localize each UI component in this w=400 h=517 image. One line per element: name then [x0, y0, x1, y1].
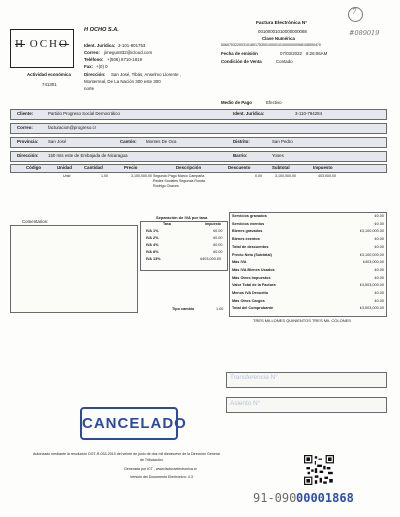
- barrio-label: Barrio:: [233, 153, 248, 158]
- exchange-value: 1.00: [216, 307, 224, 311]
- iva-rate-value: ¢403,000.00: [200, 257, 222, 261]
- issuer-email-value[interactable]: jimegun832@icloud.com: [104, 50, 153, 55]
- totals-row-value: ¢0.00: [374, 214, 384, 218]
- client-location-row: [10, 137, 387, 148]
- totals-row-value: ¢3,503,000.00: [359, 306, 384, 311]
- items-header-price: Precio: [124, 165, 138, 170]
- comments-box[interactable]: [10, 225, 138, 313]
- issuer-address-label: Dirección:: [84, 72, 106, 77]
- iva-rate-value: ¢0.00: [213, 236, 223, 240]
- totals-row-label: Total de descuentos: [232, 244, 269, 249]
- client-id-value: 3-110-794284: [295, 111, 323, 116]
- seat-label: Asiento N°: [230, 400, 261, 407]
- footer-version: Versión del Documento Electrónico: 4.3: [130, 475, 193, 479]
- totals-row-label: Bienes exentos: [232, 237, 260, 242]
- district-label: Distrito:: [233, 139, 250, 144]
- iva-rate-label: IVA 2%: [146, 236, 159, 240]
- totals-row-label: Más IVA: [232, 260, 247, 265]
- iva-rate-value: ¢0.00: [213, 243, 223, 247]
- issuer-address-line3: norte: [84, 86, 95, 91]
- issuer-fax-label: Fax:: [84, 64, 94, 69]
- payment-value: Efectivo: [266, 100, 282, 105]
- iva-title: Separación de IVA por tasa: [156, 215, 208, 220]
- client-address-value: 150 mts este de Embajada de Nicaragua: [48, 153, 128, 158]
- activity-value: 741301: [42, 82, 57, 87]
- totals-row-value: ¢0.00: [374, 221, 384, 226]
- handwritten-prefix: 91-090: [253, 491, 297, 505]
- totals-row-value: ¢3,503,000.00: [359, 283, 384, 288]
- totals-row-value: ¢403,000.00: [362, 260, 384, 265]
- item-discount: 0.00: [255, 174, 262, 178]
- invoice-title: Factura Electrónica N°: [256, 21, 308, 26]
- items-header-discount: Descuento: [228, 165, 251, 170]
- date-value: 07/03/2022: [280, 51, 302, 56]
- footer-resolution-cont: de Tributación.: [140, 458, 164, 462]
- iva-rate-label: IVA 1%: [146, 229, 159, 233]
- client-name-label: Cliente:: [17, 111, 34, 116]
- client-id-label: Ident. Jurídica:: [233, 111, 265, 116]
- items-header-code: Código: [26, 165, 42, 170]
- totals-row-label: Bienes gravados: [232, 229, 263, 234]
- client-email-label: Correo:: [17, 125, 33, 130]
- item-qty: 1.00: [101, 174, 108, 178]
- canton-label: Cantón:: [120, 139, 137, 144]
- items-header-tax: Impuesto: [313, 165, 333, 170]
- issuer-email-label: Correo:: [84, 50, 100, 55]
- transfer-label: Transferencia N°: [230, 374, 278, 381]
- condition-label: Condición de Venta: [221, 59, 262, 64]
- district-value: San Pedro: [272, 139, 293, 144]
- total-in-words: TRES MILLONES QUINIENTOS TRES MIL COLONES: [253, 318, 351, 323]
- qr-code-icon: [304, 455, 334, 485]
- key-label: Clave Numérica: [262, 36, 295, 41]
- activity-label: Actividad económica: [27, 72, 71, 77]
- canton-value: Montes De Oca: [146, 139, 177, 144]
- iva-rate-label: IVA 13%: [146, 257, 161, 261]
- footer-generated: Generada por ICT , www.facturaelectronica.cr: [124, 467, 197, 471]
- page-number: 7: [352, 8, 357, 16]
- item-desc-line3: Rodrigo Chaves: [153, 184, 179, 188]
- cancelled-stamp: CANCELADO: [80, 407, 178, 440]
- item-desc-line2: Redes Sociales Segunda Ronda: [153, 179, 205, 183]
- totals-row-value: ¢3,100,000.00: [359, 252, 384, 257]
- items-header-unit: Unidad: [57, 165, 72, 170]
- totals-row-label: Más Otros Cargos: [232, 298, 265, 303]
- stamped-number: 00001868: [296, 491, 354, 505]
- iva-header-tax: Impuesto: [205, 222, 221, 226]
- logo-text: H OCHO: [15, 38, 69, 50]
- issuer-fax-value: +(0) 0: [96, 64, 108, 69]
- totals-row-label: Más IVA Bienes Usados: [232, 267, 275, 272]
- handwritten-ref: #089019: [349, 29, 380, 37]
- invoice-number: 00100001010000000068: [258, 29, 307, 34]
- iva-rate-label: IVA 8%: [146, 250, 159, 254]
- item-desc-line1: Segundo Pago Marco Campaña: [153, 174, 205, 178]
- issuer-phone-label: Teléfono:: [84, 57, 104, 62]
- item-subtotal: 3,100,000.00: [275, 174, 296, 178]
- totals-row-label: Total del Comprobante: [232, 306, 274, 311]
- totals-row-label: Más Otros Impuestos: [232, 275, 271, 280]
- client-address-label: Dirección:: [17, 153, 39, 158]
- item-tax: 403,000.00: [318, 174, 336, 178]
- issuer-id-value: 3-101-801753: [118, 43, 146, 48]
- issuer-phone-value: +(506) 8710-1819: [107, 57, 143, 62]
- items-header-desc: Descripción: [176, 165, 202, 170]
- iva-rate-label: IVA 4%: [146, 243, 159, 247]
- issuer-id-label: Ident. Jurídica:: [84, 43, 116, 48]
- issuer-address-line2: Monterreal, De La Nación 300 este 300: [84, 79, 161, 84]
- client-email-value[interactable]: facturacion@progreso.cr: [48, 125, 97, 130]
- item-unit: Unid: [63, 174, 71, 178]
- totals-row-value: ¢0.00: [374, 244, 384, 249]
- comments-label: Comentarios:: [22, 219, 49, 224]
- totals-row-label: Valor Total de la Factura: [232, 283, 276, 288]
- totals-row-label: Menos IVA Devuelto: [232, 291, 269, 295]
- totals-row-value: ¢0.00: [374, 298, 384, 303]
- totals-row-value: ¢0.00: [374, 275, 384, 280]
- totals-row-value: ¢0.00: [374, 291, 384, 295]
- issuer-address-line1: San José, Tibás, Anselmo Llorente ,: [111, 72, 182, 77]
- condition-value: Contado: [276, 59, 293, 64]
- province-value: San José: [48, 139, 67, 144]
- client-name-value: Partido Progreso Social Democrático: [48, 111, 120, 116]
- barrio-value: Yoses: [272, 153, 284, 158]
- company-logo: [10, 29, 74, 68]
- totals-row-value: ¢0.00: [374, 237, 384, 242]
- issuer-name: H OCHO S.A.: [84, 27, 119, 33]
- totals-row-label: Servicios exentos: [232, 221, 265, 226]
- totals-row-value: ¢0.00: [374, 267, 384, 272]
- items-header-qty: Cantidad: [84, 165, 103, 170]
- totals-row-label: Precio Neto (Subtotal): [232, 252, 272, 257]
- date-label: Fecha de emisión: [221, 51, 258, 56]
- key-value: 50607032200310180175300100001010000000068108590470: [221, 43, 321, 47]
- item-price: 3,100,000.00: [131, 174, 152, 178]
- iva-rate-value: ¢0.00: [213, 229, 223, 233]
- iva-header-rate: Tasa: [163, 222, 171, 226]
- exchange-label: Tipo cambio: [172, 307, 195, 311]
- time-value: 8:26:06AM: [306, 51, 328, 56]
- totals-row-value: ¢3,100,000.00: [359, 229, 384, 234]
- iva-rate-value: ¢0.00: [213, 250, 223, 254]
- province-label: Provincia:: [17, 139, 39, 144]
- items-header-subtotal: Subtotal: [272, 165, 290, 170]
- footer-resolution: Autorizado mediante la resolución DGT-R-033-2019 del veinte de junio de dos mil diecinueve de la Dirección General: [33, 452, 220, 456]
- totals-row-label: Servicios gravados: [232, 214, 267, 218]
- payment-label: Medio de Pago: [221, 100, 252, 105]
